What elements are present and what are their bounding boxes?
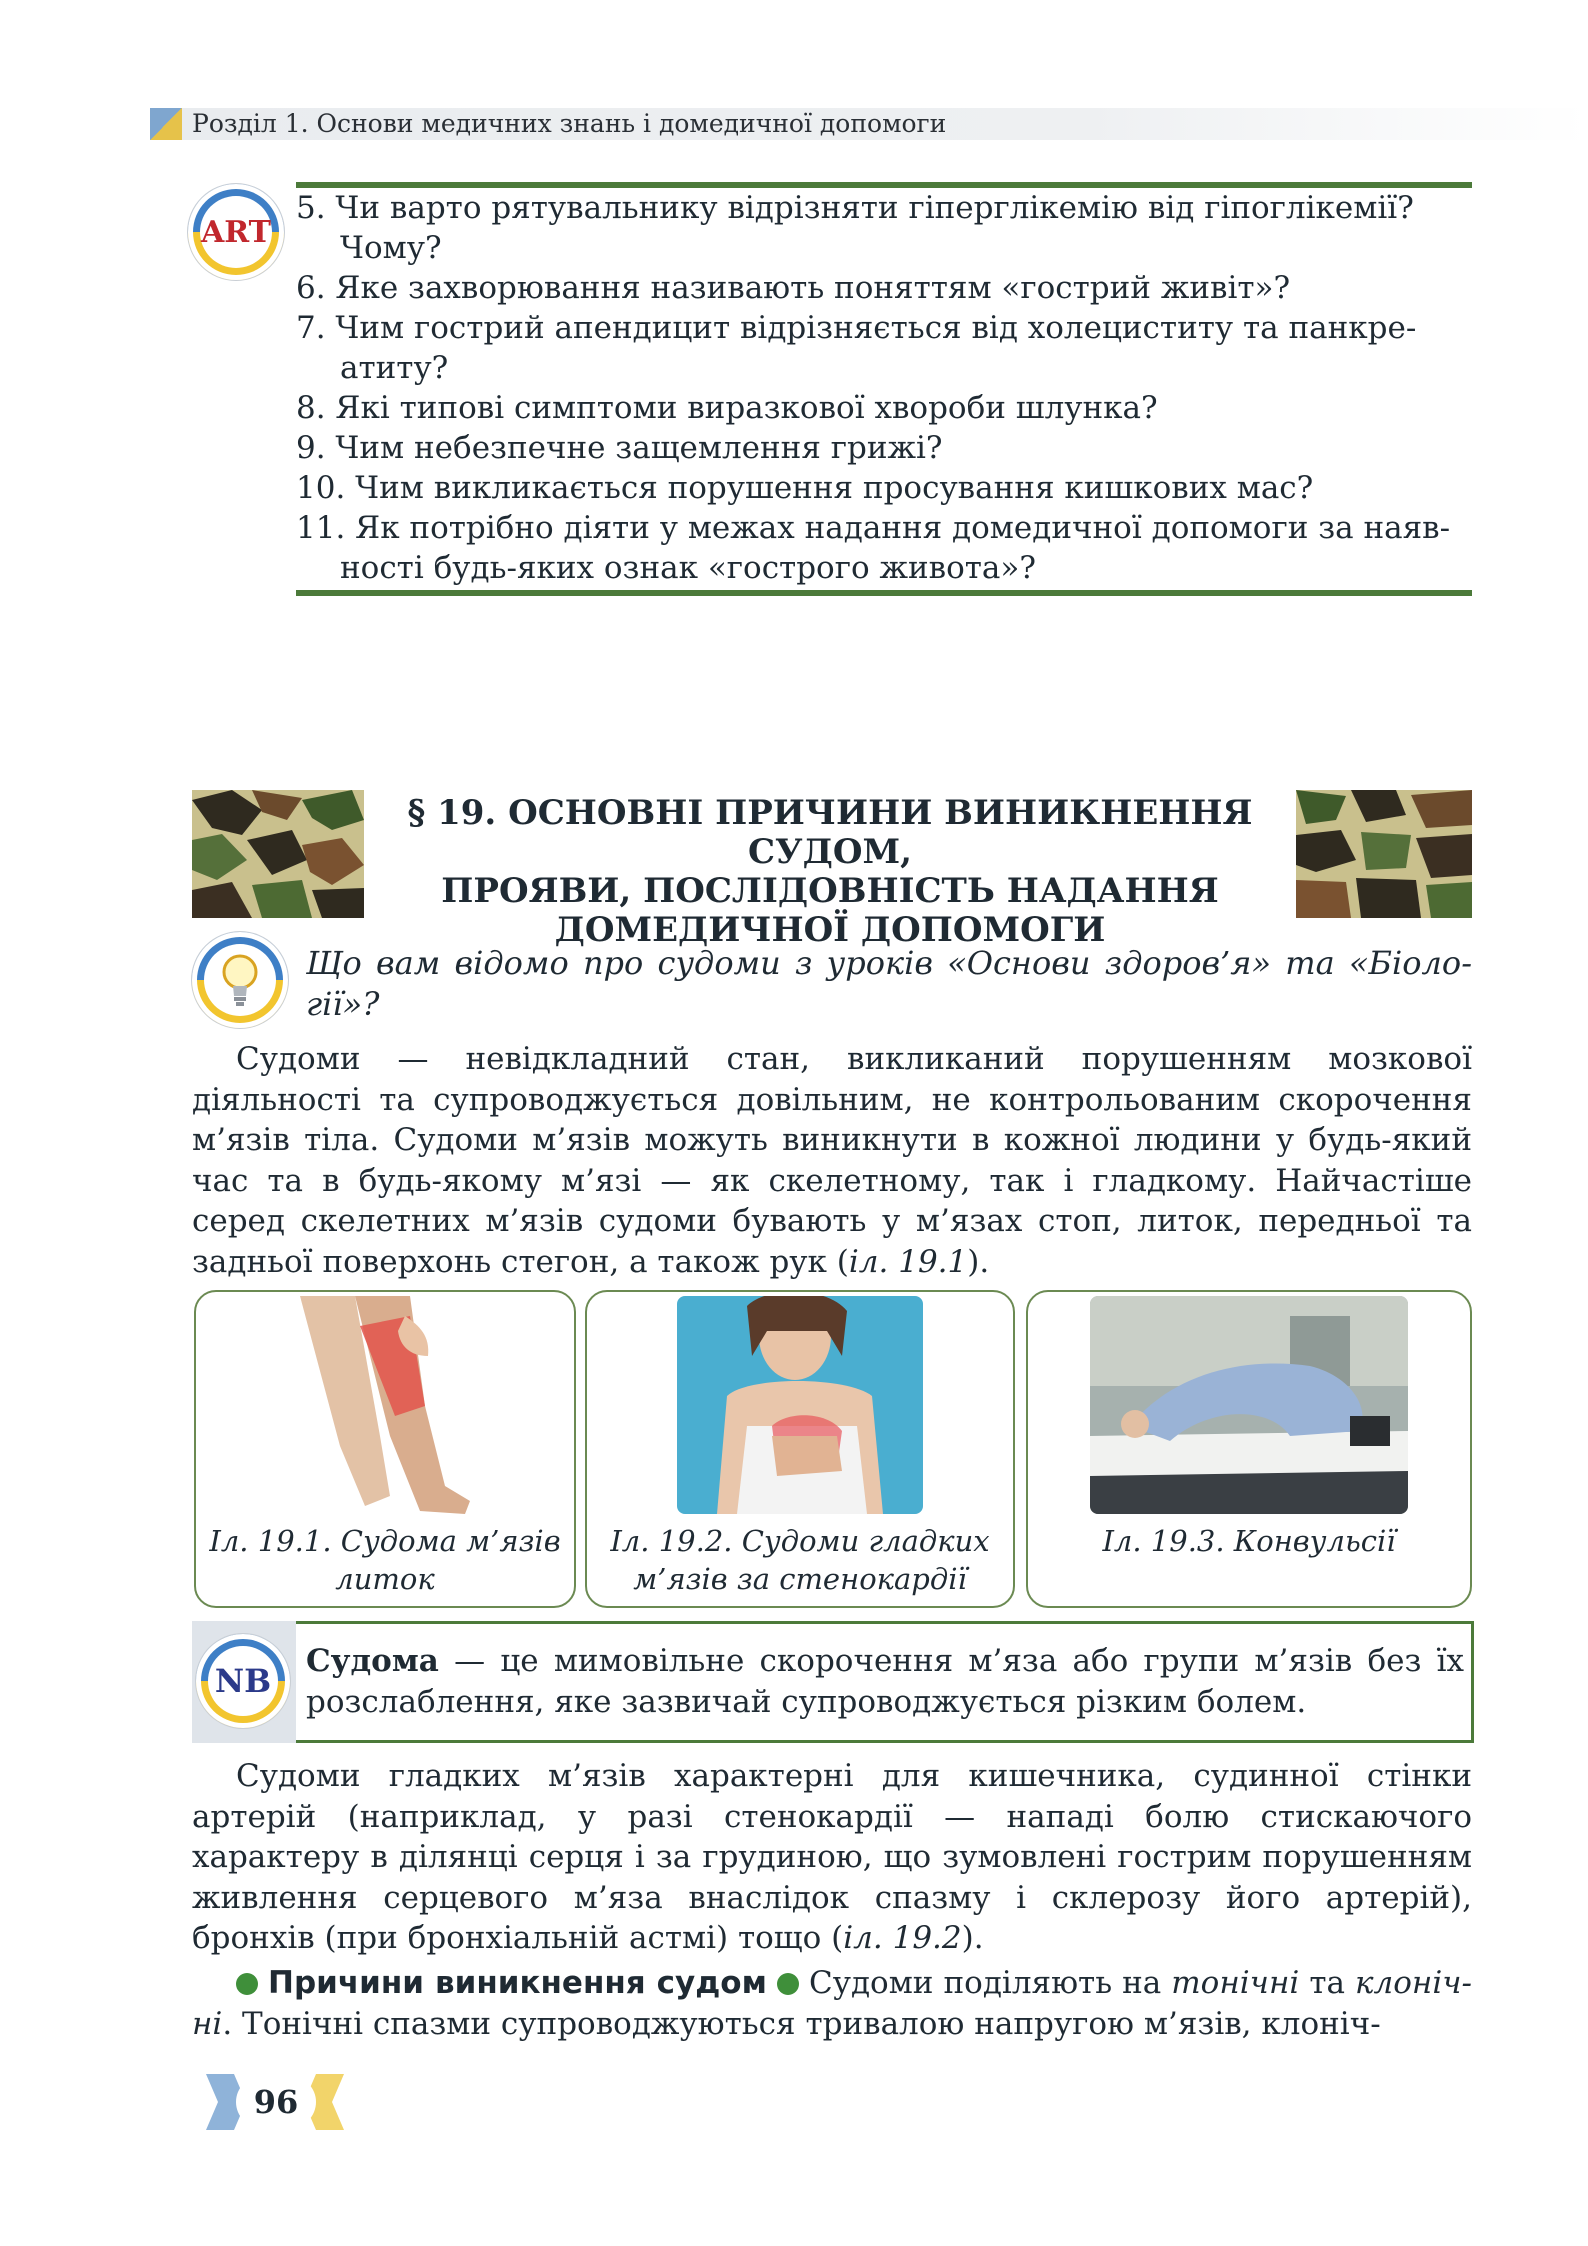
nb-badge [196, 1634, 290, 1728]
figure-19-2-caption [595, 1522, 1005, 1598]
paragraph-definition-intro [192, 1039, 1472, 1282]
idea-badge [192, 932, 288, 1028]
question-7 [296, 308, 1472, 388]
figure-19-2 [585, 1290, 1015, 1608]
question-10: 10. Чим викликається порушення просування кишкових мас? [296, 470, 1314, 506]
lightbulb-icon [192, 932, 288, 1028]
definition-text [306, 1641, 1464, 1722]
figure-19-3-caption [1036, 1522, 1462, 1560]
paragraph-smooth-muscle [192, 1756, 1472, 1959]
header-title: Розділ 1. Основи медичних знань і домедичної допомоги [192, 109, 947, 138]
definition-body: — це мимовільне скорочення м’яза або групи м’язів без їх розслаблення, яке зазвичай супроводжується різким болем. [306, 1643, 1464, 1720]
question-11-line1: 11. Як потрібно діяти у межах надання домедичної допомоги за наяв- [296, 510, 1451, 546]
question-7-line1: 7. Чим гострий апендицит відрізняється від холециститу та панкре- [296, 310, 1417, 346]
question-5-line2: Чому? [340, 230, 442, 266]
nb-badge-label: NB [214, 1662, 272, 1700]
question-7-line2: атиту? [340, 350, 449, 386]
paragraph2-end: ). [961, 1920, 984, 1956]
paragraph3-text-1: Судоми поділяють на [798, 1965, 1172, 2001]
question-11 [296, 508, 1472, 588]
questions-bottom-rule [296, 590, 1472, 596]
bullet-dot-icon [236, 1973, 258, 1995]
term-tonic: тонічні [1171, 1965, 1300, 2001]
definition-term: Судома [306, 1643, 439, 1679]
question-11-line2: ності будь-яких ознак «гострого живота»? [340, 550, 1036, 586]
paragraph-causes [192, 1963, 1472, 2044]
subheading-causes: Причини виникнення судом [268, 1965, 767, 2001]
art-badge-label: ART [200, 214, 271, 250]
figure-19-1 [194, 1290, 576, 1608]
question-8: 8. Які типові симптоми виразкової хвороби шлунка? [296, 390, 1158, 426]
question-6: 6. Яке захворювання називають поняттям «гострий живіт»? [296, 270, 1291, 306]
figure-19-2-caption-line2: м’язів за стенокардії [633, 1562, 967, 1596]
camo-decoration-left [192, 790, 364, 918]
paragraph3-text-2: та [1299, 1965, 1355, 2001]
question-5-line1: 5. Чи варто рятувальнику відрізняти гіперглікемію від гіпоглікемії? [296, 190, 1414, 226]
section-title-line1: § 19. ОСНОВНІ ПРИЧИНИ ВИНИКНЕННЯ СУДОМ, [407, 793, 1253, 872]
camo-decoration-right [1296, 790, 1472, 918]
section-title-line2: ПРОЯВИ, ПОСЛІДОВНІСТЬ НАДАННЯ [441, 871, 1219, 911]
figure-19-3-caption-line1: Іл. 19.3. Конвульсії [1102, 1524, 1396, 1558]
paragraph1-text: Судоми — невідкладний стан, викликаний порушенням мозкової діяльності та супроводжується довільним, не контрольованим скорочення м’язів тіла. Судоми м’язів можуть виникнути в кожної людини у будь-який час та в будь-якому м’язі — як скелетному, так і гладкому. Найчастіше серед скелетних м’язів судоми бувають у м’язах стоп, литок, передньої та задньої поверхонь стегон, а також рук ( [192, 1041, 1472, 1280]
header-corner-mark [150, 108, 182, 140]
figure-19-1-caption [204, 1522, 566, 1598]
term-clonic: клоніч-ні [192, 1965, 1472, 2042]
chest-pain-image [677, 1296, 923, 1514]
question-5 [296, 188, 1472, 268]
paragraph1-end: ). [967, 1243, 990, 1280]
convulsions-image [1090, 1296, 1408, 1514]
paragraph3-text-3: . Тонічні спазми супроводжуються тривалою напругою м’язів, клоніч- [222, 2005, 1381, 2042]
intro-question: Що вам відомо про судоми з уроків «Основи здоров’я» та «Біоло-гії»? [306, 944, 1472, 1023]
page-number: 96 [236, 2076, 316, 2128]
section-title-line3: ДОМЕДИЧНОЇ ДОПОМОГИ [554, 910, 1106, 950]
bullet-dot-icon [777, 1973, 799, 1995]
figure-19-2-caption-line1: Іл. 19.2. Судоми гладких [610, 1524, 990, 1558]
figure-reference-19-2: іл. 19.2 [843, 1920, 962, 1956]
figure-19-1-caption-line2: литок [335, 1562, 435, 1596]
calf-cramp-image [260, 1296, 510, 1518]
paragraph2-text: Судоми гладких м’язів характерні для кишечника, судинної стінки артерій (наприклад, у разі стенокардії — нападі болю стискаючого характеру в ділянці серця і за грудиною, що зумовлені гострим порушенням живлення серцевого м’яза внаслідок спазму і склерозу його артерій), бронхів (при бронхіальній астмі) тощо ( [192, 1758, 1472, 1956]
figure-19-3 [1026, 1290, 1472, 1608]
question-9: 9. Чим небезпечне защемлення грижі? [296, 430, 943, 466]
art-badge [188, 184, 284, 280]
figure-reference-19-1: іл. 19.1 [848, 1243, 968, 1280]
figure-19-1-caption-line1: Іл. 19.1. Судома м’язів [209, 1524, 561, 1558]
section-title [360, 794, 1300, 950]
